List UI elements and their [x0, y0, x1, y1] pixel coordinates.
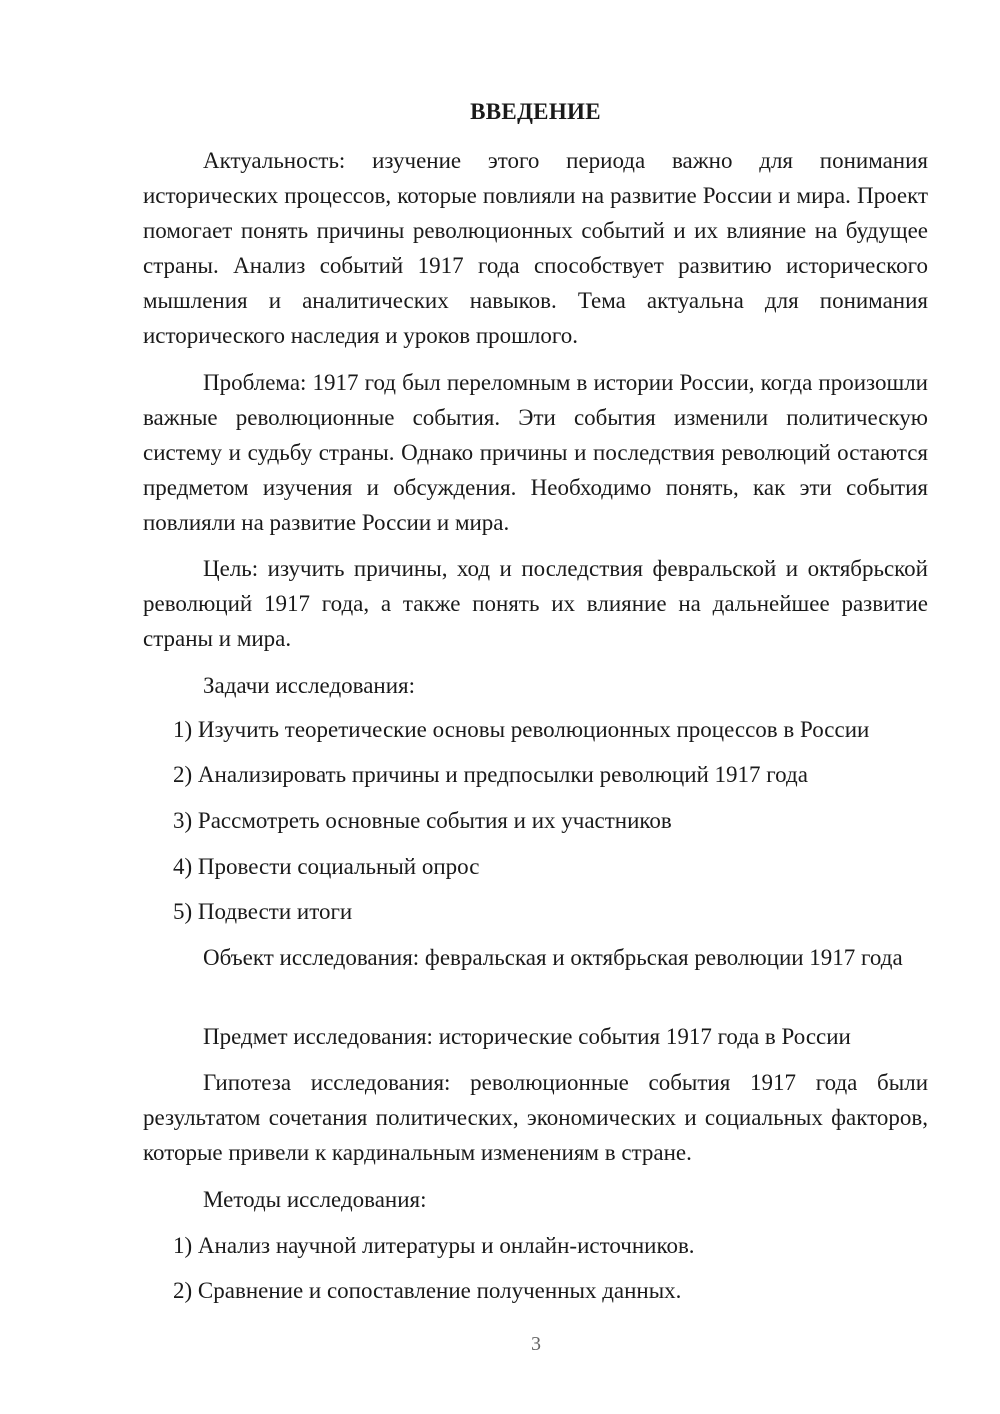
paragraph-relevance: Актуальность: изучение этого периода важно для понимания исторических процессов, которые повлияли на развитие России и мира. Проект помогает понять причины революционных событий и их влияние на будущее страны. Анализ событий 1917 года способствует развитию исторического мышления и аналитических навыков. Тема актуальна для понимания исторического наследия и уроков прошлого.	[143, 148, 928, 348]
task-item-5: 5) Подвести итоги	[173, 899, 353, 924]
method-item-1: 1) Анализ научной литературы и онлайн-источников.	[173, 1233, 695, 1258]
method-item-2: 2) Сравнение и сопоставление полученных данных.	[173, 1278, 682, 1303]
task-item-3: 3) Рассмотреть основные события и их участников	[173, 808, 672, 833]
paragraph-problem: Проблема: 1917 год был переломным в истории России, когда произошли важные революционные события. Эти события изменили политическую систему и судьбу страны. Однако причины и последствия революций остаются предметом изучения и обсуждения. Необходимо понять, как эти события повлияли на развитие России и мира.	[143, 370, 928, 535]
task-item-2: 2) Анализировать причины и предпосылки революций 1917 года	[173, 762, 808, 787]
task-item-4: 4) Провести социальный опрос	[173, 854, 480, 879]
tasks-title: Задачи исследования:	[203, 673, 416, 698]
paragraph-goal: Цель: изучить причины, ход и последствия февральской и октябрьской революций 1917 года, а также понять их влияние на дальнейшее развитие страны и мира.	[143, 556, 928, 651]
paragraph-subject: Предмет исследования: исторические события 1917 года в России	[203, 1024, 851, 1049]
page-number: 3	[531, 1333, 541, 1355]
paragraph-hypothesis: Гипотеза исследования: революционные события 1917 года были результатом сочетания политических, экономических и социальных факторов, которые привели к кардинальным изменениям в стране.	[143, 1070, 928, 1165]
task-item-1: 1) Изучить теоретические основы революционных процессов в России	[173, 717, 870, 742]
paragraph-object: Объект исследования: февральская и октябрьская революции 1917 года	[203, 945, 903, 970]
section-heading: ВВЕДЕНИЕ	[470, 99, 601, 124]
methods-title: Методы исследования:	[203, 1187, 427, 1212]
